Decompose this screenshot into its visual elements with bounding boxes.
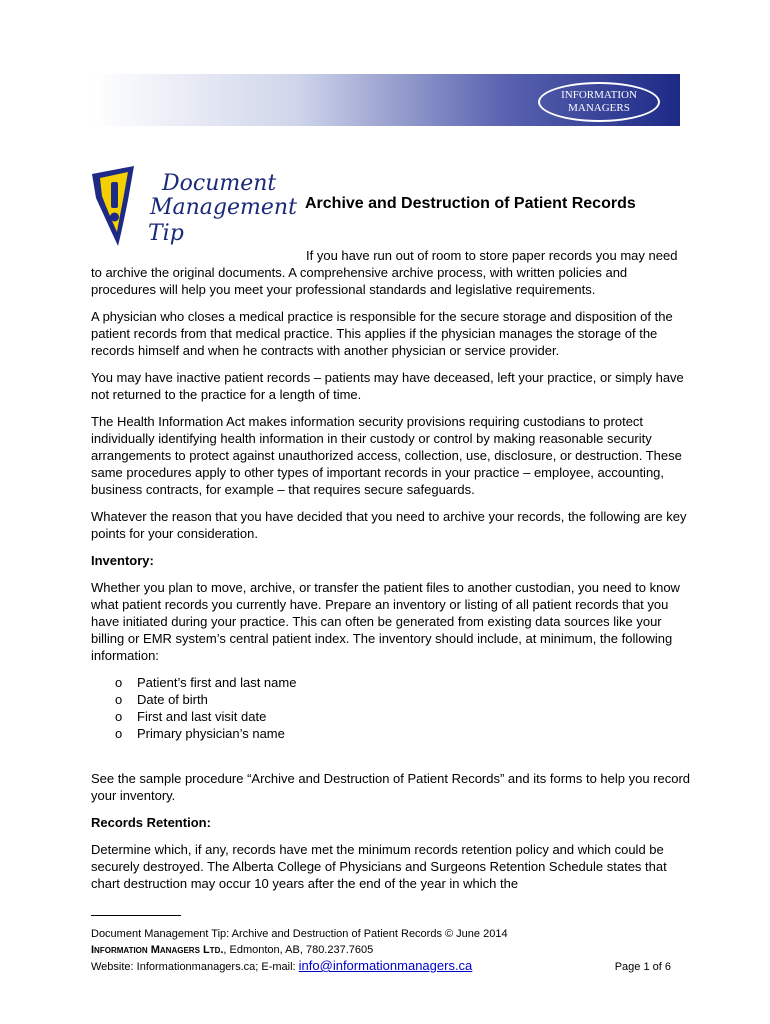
- tip-logo-line-2: Management: [150, 195, 297, 220]
- page-number: Page 1 of 6: [614, 961, 671, 973]
- footer-line-1: Document Management Tip: Archive and Destruction of Patient Records © June 2014: [91, 928, 508, 940]
- heading-records-retention: Records Retention:: [91, 815, 211, 830]
- document-title: Archive and Destruction of Patient Records: [305, 195, 636, 212]
- page-footer: [91, 926, 671, 975]
- list-item: o Date of birth: [115, 692, 208, 707]
- paragraph-key-points: Whatever the reason that you have decided that you need to archive your records, the following are key points for your consideration.: [91, 509, 687, 541]
- paragraph-health-information-act: The Health Information Act makes information security provisions requiring custodians to protect individually identifying health information in their custody or control by making reasonable security arrangements to protect against unauthorized access, collection, use, disclosure, or destruction. These same procedures apply to other types of important records in your practice – employee, accounting, business contracts, for example – that requires secure safeguards.: [91, 414, 682, 497]
- email-link[interactable]: info@informationmanagers.ca: [298, 958, 473, 973]
- document-body: [91, 247, 691, 902]
- logo-line-1: INFORMATION: [561, 89, 637, 101]
- paragraph-sample-procedure: See the sample procedure “Archive and Destruction of Patient Records” and its forms to help you record your inventory.: [91, 771, 691, 803]
- inventory-bullet-list: [91, 674, 691, 742]
- logo-line-2: MANAGERS: [568, 102, 630, 114]
- tip-logo-line-1: Document: [162, 171, 277, 196]
- footer-line-3: Website: Informationmanagers.ca; E-mail: info@informationmanagers.ca: [91, 958, 473, 973]
- document-management-tip-logo: [88, 160, 298, 250]
- list-item: o First and last visit date: [115, 709, 267, 724]
- paragraph-inventory: Whether you plan to move, archive, or transfer the patient files to another custodian, you need to know what patient records you currently have. Prepare an inventory or listing of all patient records that you have initiated during your practice. This can often be generated from existing data sources like your billing or EMR system’s central patient index. The inventory should include, at minimum, the following information:: [91, 580, 680, 663]
- footer-line-2: Information Managers Ltd., Edmonton, AB, 780.237.7605: [91, 944, 374, 956]
- information-managers-logo: [538, 82, 660, 122]
- paragraph-intro: If you have run out of room to store paper records you may need to archive the original documents. A comprehensive archive process, with written policies and procedures will help you meet your professional standards and legislative requirements.: [91, 248, 678, 297]
- footer-divider: [91, 915, 181, 916]
- tip-logo-line-3: Tip: [148, 221, 184, 246]
- list-item: o Primary physician’s name: [115, 726, 285, 741]
- header-banner: [92, 74, 680, 126]
- company-name: Information Managers Ltd.: [91, 944, 224, 956]
- paragraph-inactive-records: You may have inactive patient records – patients may have deceased, left your practice, or simply have not returned to the practice for a length of time.: [91, 370, 684, 402]
- paragraph-physician-responsibility: A physician who closes a medical practice is responsible for the secure storage and disposition of the patient records from that medical practice. This applies if the physician manages the storage of the records himself and when he contracts with another physician or service provider.: [91, 309, 673, 358]
- paragraph-records-retention: Determine which, if any, records have met the minimum records retention policy and which could be securely destroyed. The Alberta College of Physicians and Surgeons Retention Schedule states that chart destruction may occur 10 years after the end of the year in which the: [91, 842, 667, 891]
- list-item: o Patient’s first and last name: [115, 675, 297, 690]
- heading-inventory: Inventory:: [91, 553, 154, 568]
